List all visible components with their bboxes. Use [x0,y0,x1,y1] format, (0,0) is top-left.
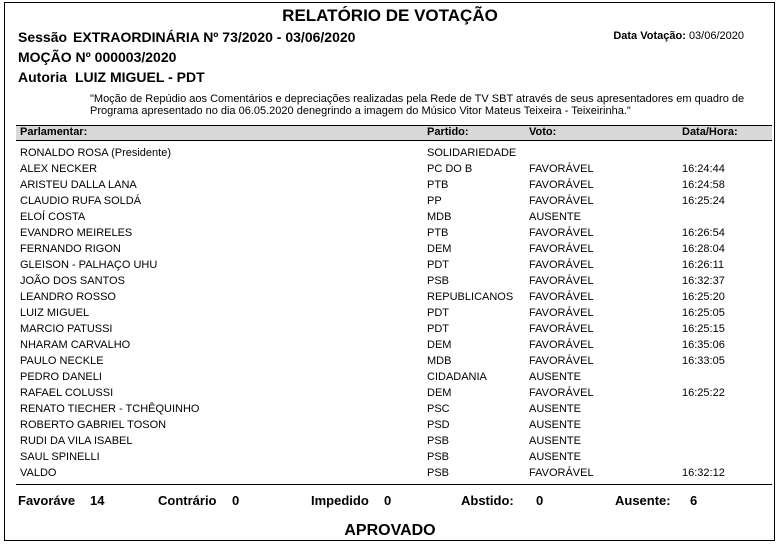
contrary-label: Contrário [158,493,217,508]
vote-cell: AUSENTE [529,419,581,431]
time-cell: 16:35:06 [682,339,725,351]
contrary-count: 0 [232,493,240,508]
table-row [16,321,772,337]
vote-date [613,30,744,42]
time-cell: 16:25:20 [682,291,725,303]
table-row [16,353,772,369]
vote-cell: FAVORÁVEL [529,355,594,367]
table-row [16,401,772,417]
author-value: LUIZ MIGUEL - PDT [75,69,205,85]
parliamentarian-cell: PAULO NECKLE [20,355,104,367]
parliamentarian-cell: ROBERTO GABRIEL TOSON [20,419,167,431]
table-row [16,225,772,241]
totals-divider [16,484,772,485]
vote-cell: AUSENTE [529,451,581,463]
vote-cell: FAVORÁVEL [529,291,594,303]
party-cell: PDT [427,307,449,319]
time-cell: 16:25:05 [682,307,725,319]
table-row [16,337,772,353]
vote-result: APROVADO [344,522,436,539]
time-cell: 16:25:22 [682,387,725,399]
table-header [16,126,772,141]
party-cell: REPUBLICANOS [427,291,514,303]
vote-table-body [16,145,772,481]
impeded-label: Impedido [311,493,369,508]
parliamentarian-cell: VALDO [20,467,57,479]
table-row [16,449,772,465]
time-cell: 16:33:05 [682,355,725,367]
party-cell: PP [427,195,442,207]
table-row [16,305,772,321]
party-cell: PTB [427,179,449,191]
party-cell: PSB [427,435,450,447]
table-row [16,465,772,481]
time-cell: 16:32:12 [682,467,725,479]
party-cell: PDT [427,323,449,335]
abstained-count: 0 [536,493,544,508]
vote-cell: FAVORÁVEL [529,339,594,351]
time-cell: 16:32:37 [682,275,725,287]
table-row [16,241,772,257]
party-cell: PSB [427,275,450,287]
impeded-count: 0 [384,493,392,508]
time-cell: 16:24:44 [682,163,725,175]
parliamentarian-cell: RAFAEL COLUSSI [20,387,114,399]
vote-cell: AUSENTE [529,403,581,415]
vote-cell: FAVORÁVEL [529,467,594,479]
vote-cell: AUSENTE [529,371,581,383]
party-cell: PTB [427,227,449,239]
session-value: EXTRAORDINÁRIA Nº 73/2020 - 03/06/2020 [73,29,356,45]
session-line [18,29,355,45]
header-party: Partido: [427,126,469,138]
vote-cell: AUSENTE [529,435,581,447]
party-cell: CIDADANIA [427,371,487,383]
vote-cell: FAVORÁVEL [529,275,594,287]
motion-description: "Moção de Repúdio aos Comentários e depreciações realizadas pela Rede de TV SBT através de seus apresentadores em quadro de Programa apresentado no dia 06.05.2020 denegrindo a imagem do Músico Vitor Mateus Teixeira - Teixeirinha." [90,93,745,117]
parliamentarian-cell: RONALDO ROSA (Presidente) [20,147,171,159]
table-row [16,273,772,289]
parliamentarian-cell: ARISTEU DALLA LANA [20,179,137,191]
vote-cell: FAVORÁVEL [529,323,594,335]
table-row [16,433,772,449]
absent-count: 6 [690,493,698,508]
header-vote: Voto: [529,126,557,138]
vote-cell: FAVORÁVEL [529,387,594,399]
vote-cell: FAVORÁVEL [529,227,594,239]
header-datetime: Data/Hora: [682,126,738,138]
party-cell: MDB [427,355,452,367]
time-cell: 16:24:58 [682,179,725,191]
favorable-count: 14 [90,493,105,508]
table-row [16,161,772,177]
table-row [16,385,772,401]
party-cell: PSD [427,419,450,431]
vote-cell: FAVORÁVEL [529,163,594,175]
parliamentarian-cell: RUDI DA VILA ISABEL [20,435,133,447]
header-parliamentarian: Parlamentar: [20,126,88,138]
party-cell: DEM [427,339,452,351]
vote-cell: FAVORÁVEL [529,259,594,271]
parliamentarian-cell: ELOÍ COSTA [20,211,86,223]
table-row [16,369,772,385]
vote-cell: AUSENTE [529,211,581,223]
table-row [16,145,772,161]
vote-totals [0,493,780,509]
time-cell: 16:26:11 [682,259,725,271]
table-row [16,417,772,433]
party-cell: PDT [427,259,449,271]
parliamentarian-cell: RENATO TIECHER - TCHÊQUINHO [20,403,200,415]
party-cell: MDB [427,211,452,223]
parliamentarian-cell: NHARAM CARVALHO [20,339,131,351]
table-row [16,289,772,305]
parliamentarian-cell: FERNANDO RIGON [20,243,121,255]
table-row [16,177,772,193]
author-line [18,69,205,85]
favorable-label: Favoráve [18,493,76,508]
parliamentarian-cell: SAUL SPINELLI [20,451,100,463]
time-cell: 16:25:15 [682,323,725,335]
party-cell: DEM [427,243,452,255]
party-cell: PSC [427,403,450,415]
report-title: RELATÓRIO DE VOTAÇÃO [282,6,498,25]
parliamentarian-cell: MARCIO PATUSSI [20,323,113,335]
vote-cell: FAVORÁVEL [529,243,594,255]
absent-label: Ausente: [615,493,671,508]
vote-date-value: 03/06/2020 [688,30,744,42]
party-cell: PC DO B [427,163,473,175]
parliamentarian-cell: CLAUDIO RUFA SOLDÁ [20,195,142,207]
party-cell: PSB [427,451,450,463]
parliamentarian-cell: LEANDRO ROSSO [20,291,116,303]
time-cell: 16:25:24 [682,195,725,207]
vote-cell: FAVORÁVEL [529,195,594,207]
party-cell: DEM [427,387,452,399]
abstained-label: Abstido: [461,493,514,508]
table-row [16,209,772,225]
time-cell: 16:26:54 [682,227,725,239]
vote-cell: FAVORÁVEL [529,179,594,191]
author-label: Autoria [18,69,67,85]
session-label: Sessão [18,29,68,45]
party-cell: PSB [427,467,450,479]
parliamentarian-cell: ALEX NECKER [20,163,98,175]
time-cell: 16:28:04 [682,243,725,255]
parliamentarian-cell: JOÃO DOS SANTOS [20,275,125,287]
vote-cell: FAVORÁVEL [529,307,594,319]
parliamentarian-cell: GLEISON - PALHAÇO UHU [20,259,158,271]
vote-date-label: Data Votação: [613,30,686,42]
table-row [16,257,772,273]
parliamentarian-cell: LUIZ MIGUEL [20,307,90,319]
parliamentarian-cell: PEDRO DANELI [20,371,102,383]
parliamentarian-cell: EVANDRO MEIRELES [20,227,133,239]
party-cell: SOLIDARIEDADE [427,147,517,159]
table-row [16,193,772,209]
motion-number: MOÇÃO Nº 000003/2020 [18,49,177,65]
